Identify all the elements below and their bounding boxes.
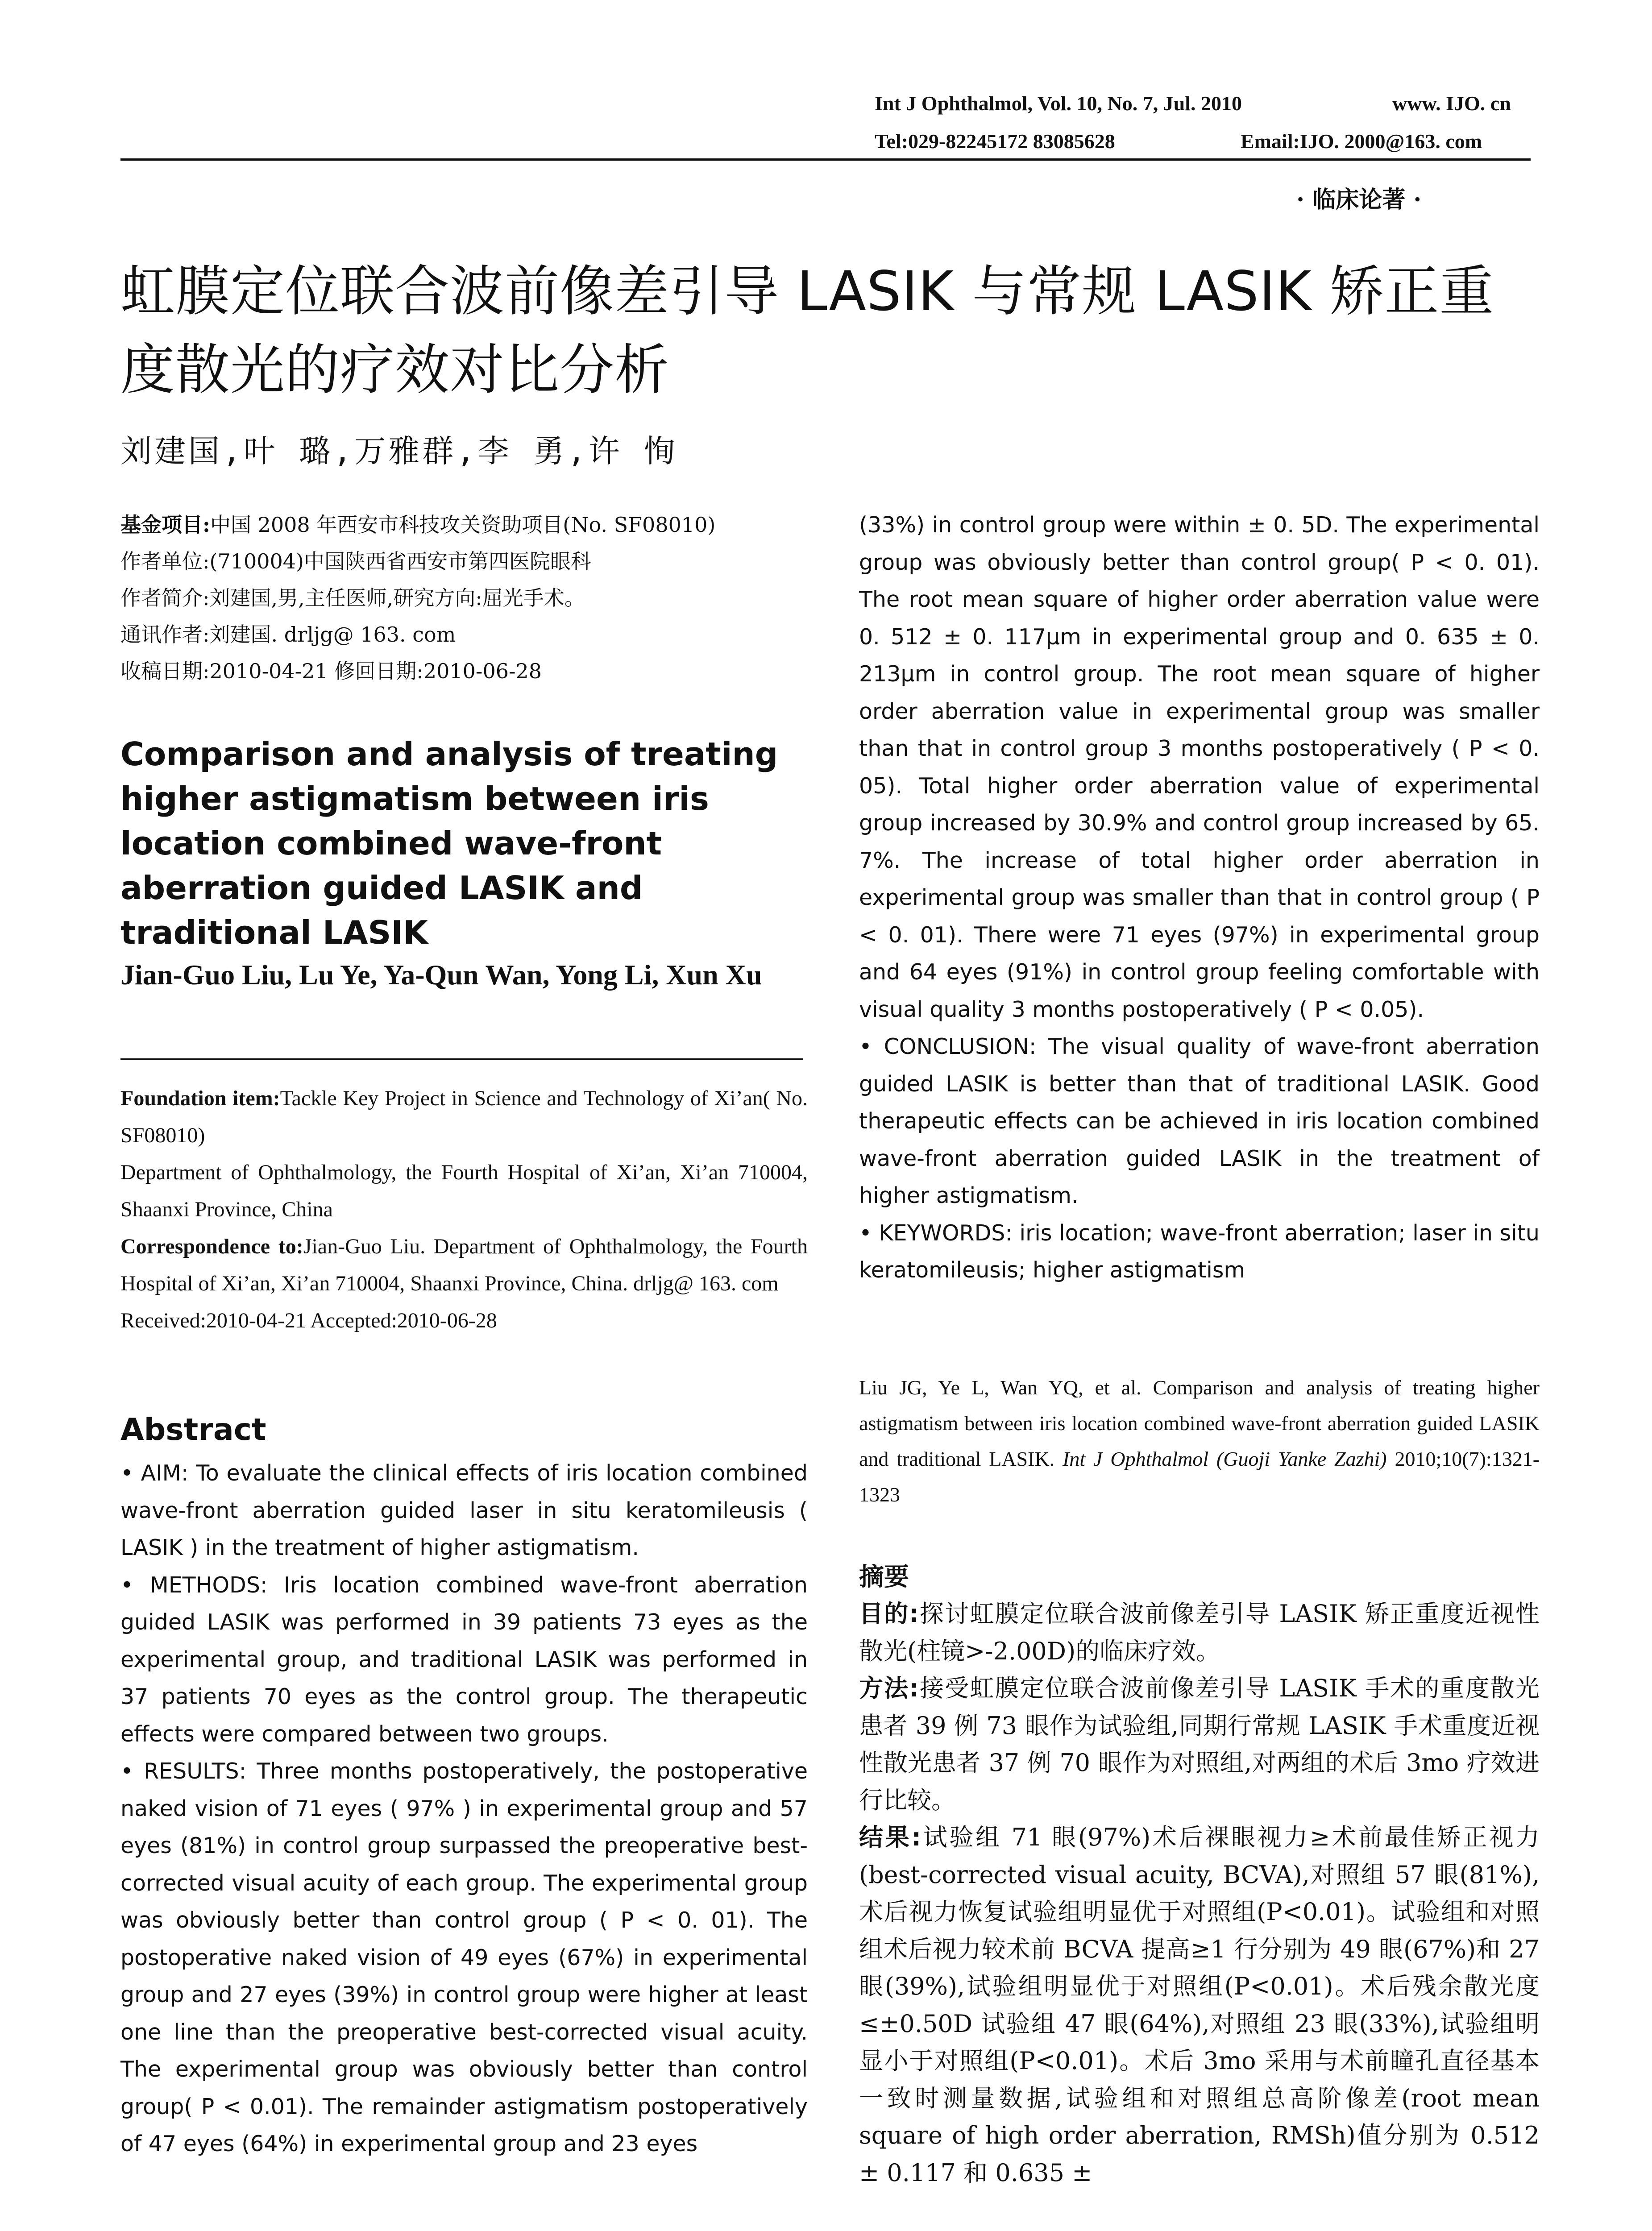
abstract-results-cont: (33%) in control group were within ± 0. 5D. The experimental group was obviously better than control group( P < 0. 01). The root mean square of higher order aberration value were 0. 512 ± 0. 117μm in experimental group and 0. 635 ± 0. 213μm in control group. The root mean square of higher order aberration value in experimental group was smaller than that in control group 3 months postoperatively ( P < 0. 05). Total higher order aberration value of experimental group increased by 30.9% and control group increased by 65. 7%. The increase of total higher order aberration in experimental group was smaller than that in control group ( P < 0. 01). There were 71 eyes (97%) in experimental group and 64 eyes (91%) in control group feeling comfortable with visual quality 3 months postoperatively ( P < 0.05). [859, 512, 1540, 1022]
foundation-item: Foundation item:Tackle Key Project in Science and Technology of Xi’an( No. SF08010) [120, 1086, 808, 1147]
abstract-right [859, 506, 1540, 1289]
foundation-correspondence: Correspondence to:Jian-Guo Liu. Department of Ophthalmology, the Fourth Hospital of Xi’an, Xi’an 710004, Shaanxi Province, China. drljg@ 163. com [120, 1235, 808, 1295]
zhaiyao-results: 结果:试验组 71 眼(97%)术后裸眼视力≥术前最佳矫正视力(best-corrected visual acuity, BCVA),对照组 57 眼(81%),术后视力恢复试验组明显优于对照组(P<0.01)。试验组和对照组术后视力较术前 BCVA 提高≥1 行分别为 49 眼(67%)和 27 眼(39%),试验组明显优于对照组(P<0.01)。术后残余散光度≤±0.50D 试验组 47 眼(64%),对照组 23 眼(33%),试验组明显小于对照组(P<0.01)。术后 3mo 采用与术前瞳孔直径基本一致时测量数据,试验组和对照组总高阶像差(root mean square of high order aberration, RMSh)值分别为 0.512 ± 0.117 和 0.635 ± [859, 1823, 1540, 2187]
zhaiyao-heading: 摘要 [859, 1563, 909, 1592]
citation-journal: Int J Ophthalmol (Guoji Yanke Zazhi) [1063, 1447, 1387, 1470]
title-en: Comparison and analysis of treating higher astigmatism between iris location combined wave-front aberration guided LASIK and traditional LASIK [120, 735, 778, 951]
foundation-dates: Received:2010-04-21 Accepted:2010-06-28 [120, 1309, 497, 1332]
title-cn: 虹膜定位联合波前像差引导 LASIK 与常规 LASIK 矫正重度散光的疗效对比分析 [120, 260, 1494, 402]
citation [859, 1370, 1540, 1513]
citation-text: Liu JG, Ye L, Wan YQ, et al. Comparison and analysis of treating higher astigmatism between iris location combined wave-front aberration guided LASIK and traditional LASIK. [859, 1376, 1540, 1470]
journal-email: Email:IJO. 2000@163. com [1241, 130, 1482, 153]
meta-funding: 基金项目:中国 2008 年西安市科技攻关资助项目(No. SF08010) [120, 513, 716, 537]
abstract-keywords: • KEYWORDS: iris location; wave-front aberration; laser in situ keratomileusis; higher astigmatism [859, 1220, 1540, 1283]
meta-dates: 收稿日期:2010-04-21 修回日期:2010-06-28 [120, 659, 542, 683]
abstract-results: • RESULTS: Three months postoperatively, the postoperative naked vision of 71 eyes ( 97% ) in experimental group and 57 eyes (81%) in control group surpassed the preoperative best-corrected visual acuity of each group. The experimental group was obviously better than control group ( P < 0. 01). The postoperative naked vision of 49 eyes (67%) in experimental group and 27 eyes (39%) in control group were higher at least one line than the preoperative best-corrected visual acuity. The experimental group was obviously better than control group( P < 0.01). The remainder astigmatism postoperatively of 47 eyes (64%) in experimental group and 23 eyes [120, 1758, 808, 2156]
authors-rule [120, 1058, 803, 1060]
abstract-methods: • METHODS: Iris location combined wave-front aberration guided LASIK was performed in 39 patients 73 eyes as the experimental group, and traditional LASIK was performed in 37 patients 70 eyes as the control group. The therapeutic effects were compared between two groups. [120, 1572, 808, 1747]
zhaiyao-methods: 方法:接受虹膜定位联合波前像差引导 LASIK 手术的重度散光患者 39 例 73 眼作为试验组,同期行常规 LASIK 手术重度近视性散光患者 37 例 70 眼作为对照组,对两组的术后 3mo 疗效进行比较。 [859, 1674, 1540, 1814]
foundation-department: Department of Ophthalmology, the Fourth Hospital of Xi’an, Xi’an 710004, Shaanxi Province, China [120, 1161, 808, 1221]
zhaiyao-body [859, 1595, 1540, 2191]
zhaiyao-aim: 目的:探讨虹膜定位联合波前像差引导 LASIK 矫正重度近视性散光(柱镜>-2.00D)的临床疗效。 [859, 1600, 1540, 1665]
journal-info: Int J Ophthalmol, Vol. 10, No. 7, Jul. 2010 [875, 92, 1242, 115]
journal-tel: Tel:029-82245172 83085628 [875, 130, 1115, 153]
meta-corresponding: 通讯作者:刘建国. drljg@ 163. com [120, 622, 456, 647]
abstract-aim: • AIM: To evaluate the clinical effects of iris location combined wave-front aberration guided laser in situ keratomileusis ( LASIK ) in the treatment of higher astigmatism. [120, 1460, 808, 1560]
abstract-left [120, 1455, 808, 2163]
journal-website: www. IJO. cn [1392, 92, 1511, 115]
citation-ref: 2010;10(7):1321-1323 [859, 1447, 1540, 1506]
authors-cn: 刘建国,叶 璐,万雅群,李 勇,许 恂 [120, 433, 678, 469]
meta-cn [120, 506, 808, 689]
meta-affiliation: 作者单位:(710004)中国陕西省西安市第四医院眼科 [120, 549, 591, 573]
authors-en: Jian-Guo Liu, Lu Ye, Ya-Qun Wan, Yong Li, Xun Xu [120, 959, 762, 991]
meta-bio: 作者简介:刘建国,男,主任医师,研究方向:屈光手术。 [120, 586, 585, 610]
header-rule [120, 158, 1531, 161]
foundation-block [120, 1080, 808, 1339]
abstract-heading: Abstract [120, 1412, 266, 1447]
abstract-conclusion: • CONCLUSION: The visual quality of wave-front aberration guided LASIK is better than that of traditional LASIK. Good therapeutic effects can be achieved in iris location combined wave-front aberration guided LASIK in the treatment of higher astigmatism. [859, 1034, 1540, 1208]
section-label: · 临床论著 · [1296, 186, 1422, 213]
